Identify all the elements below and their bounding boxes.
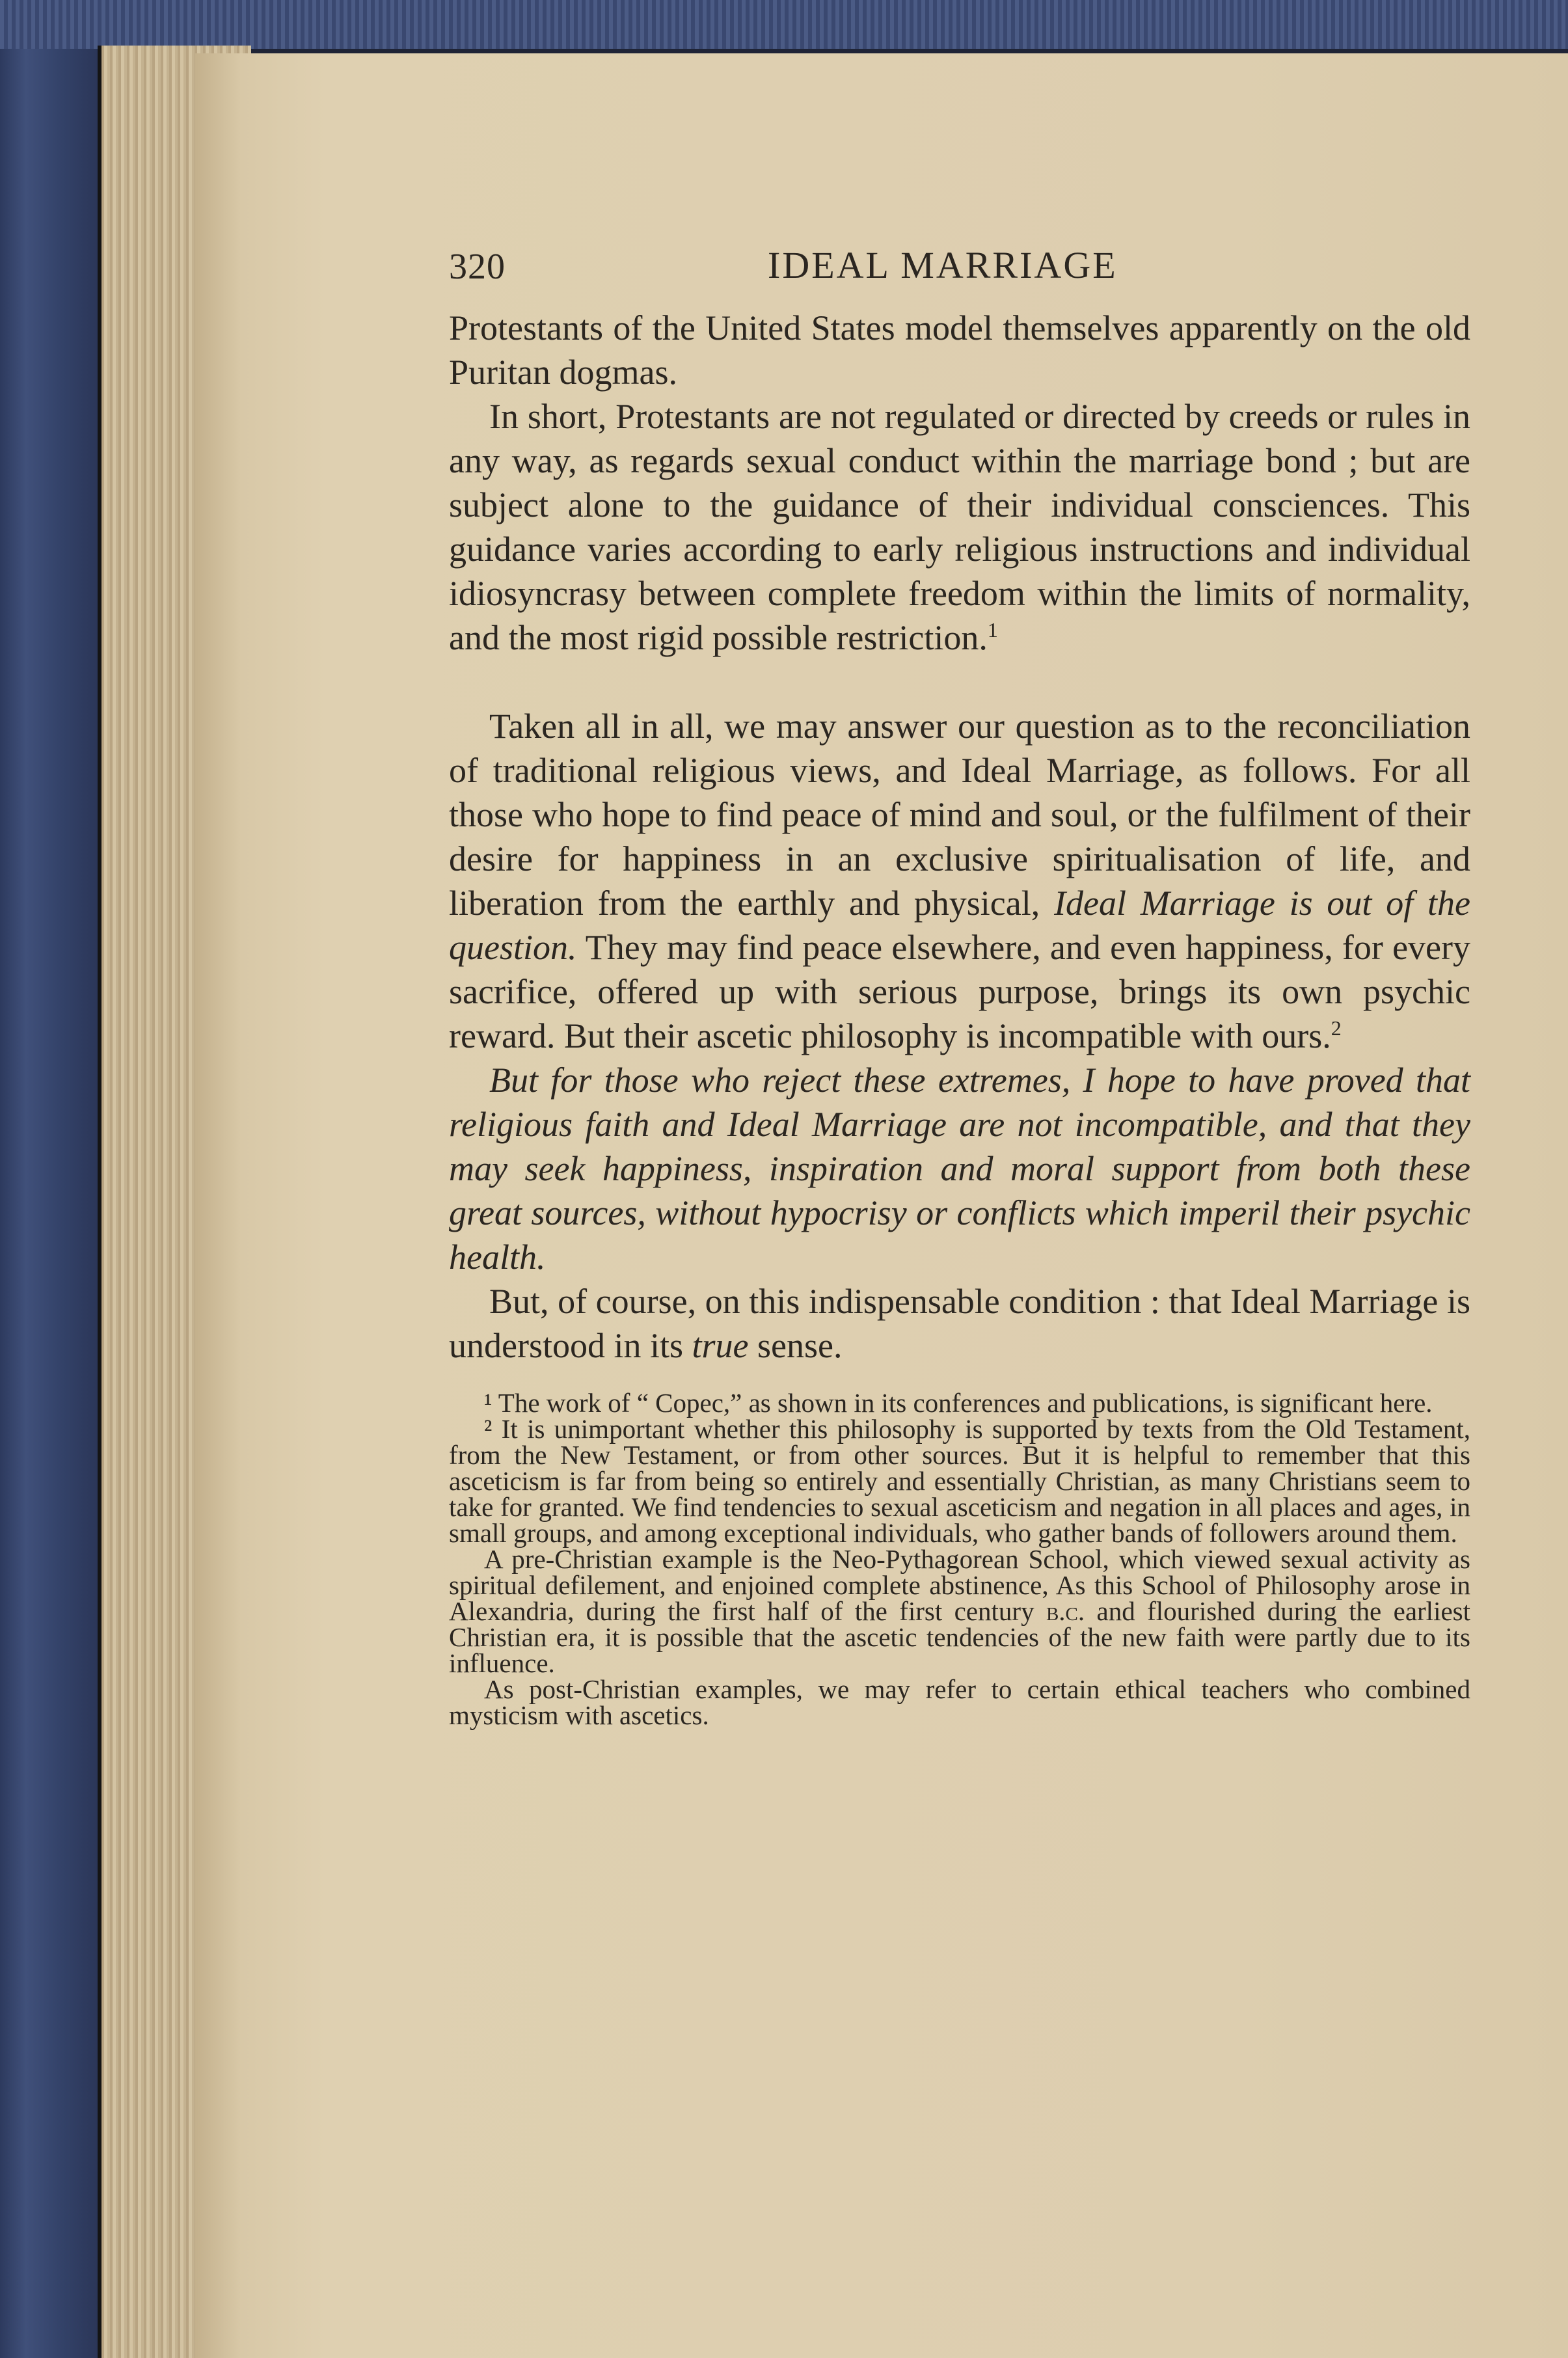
footnote-4: As post-Christian examples, we may refer to certain ethical teachers who combined mysticism with ascetics. [449, 1674, 1470, 1730]
paragraph-5-emphasis: true [692, 1326, 749, 1365]
page-number: 320 [449, 247, 506, 287]
footnote-ref-1: 1 [987, 618, 998, 642]
paragraph-5-text-b: sense. [757, 1326, 843, 1365]
footnote-2: ² It is unimportant whether this philosophy is supported by texts from the Old Testament, from the New Testament, or from other sources. But it is helpful to remember that this asceticism is far from being so entirely and essentially Christian, as many Christians seem to take for granted. We find tendencies to sexual asceticism and negation in all places and ages, in small groups, and among exceptional individuals, who gather bands of followers around them. [449, 1414, 1470, 1548]
footnote-3-era: b.c. [1046, 1596, 1085, 1626]
paragraph-3-text-a: Taken all in all, we may answer our question as to the reconciliation of traditional religious views, and Ideal Marriage, as follows. For all those who hope to find peace of mind and soul, or the fulfilment of their desire for happiness in an exclusive spiritualisation of life, and liberation from the earthly and physical, [449, 707, 1470, 923]
paragraph-5-text-a: But, of course, on this indispensable condition : that Ideal Marriage is understood in its [449, 1282, 1470, 1365]
paragraph-3-emphasis: Ideal Marriage is out of the question. [449, 884, 1471, 967]
footnote-1: ¹ The work of “ Copec,” as shown in its conferences and publications, is significant here. [484, 1388, 1433, 1418]
paragraph-3 [449, 704, 1470, 1058]
page-content [449, 234, 1470, 1728]
cover-top-edge [0, 0, 1568, 49]
paragraph-5 [449, 1279, 1470, 1368]
paragraph-4: But for those who reject these extremes, I hope to have proved that religious faith and Ideal Marriage are not incompatible, and that they may seek happiness, inspiration and moral support from both these great sources, without hypocrisy or conflicts which imperil their psychic health. [449, 1061, 1470, 1277]
footnote-3-text-a: A pre-Christian example is the Neo-Pythagorean School, which viewed sexual activity as spiritual defilement, and enjoined complete abstinence, As this School of Philosophy arose in Alexandria, during the first half of the first century [449, 1544, 1470, 1626]
footnote-3-text-b: and flourished during the earliest Christian era, it is possible that the ascetic tendencies of the new faith were partly due to its influence. [449, 1596, 1471, 1678]
paragraph-1: Protestants of the United States model themselves apparently on the old Puritan dogmas. [449, 308, 1470, 392]
footnote-ref-2: 2 [1331, 1016, 1342, 1040]
footnote-3 [449, 1546, 1470, 1676]
paragraph-3-text-b: They may find peace elsewhere, and even happiness, for every sacrifice, offered up with serious purpose, brings its own psychic reward. But their ascetic philosophy is incompatible with ours. [449, 928, 1470, 1055]
running-title: IDEAL MARRIAGE [768, 244, 1118, 286]
footnotes [449, 1390, 1470, 1728]
paragraph-2 [449, 394, 1470, 660]
page-header [449, 234, 1470, 306]
paragraph-2-text: In short, Protestants are not regulated or directed by creeds or rules in any way, as regards sexual conduct within the marriage bond ; but are subject alone to the guidance of their individual consciences. This guidance varies according to early religious instructions and individual idiosyncrasy between complete freedom within the limits of normality, and the most rigid possible restriction. [449, 397, 1470, 657]
